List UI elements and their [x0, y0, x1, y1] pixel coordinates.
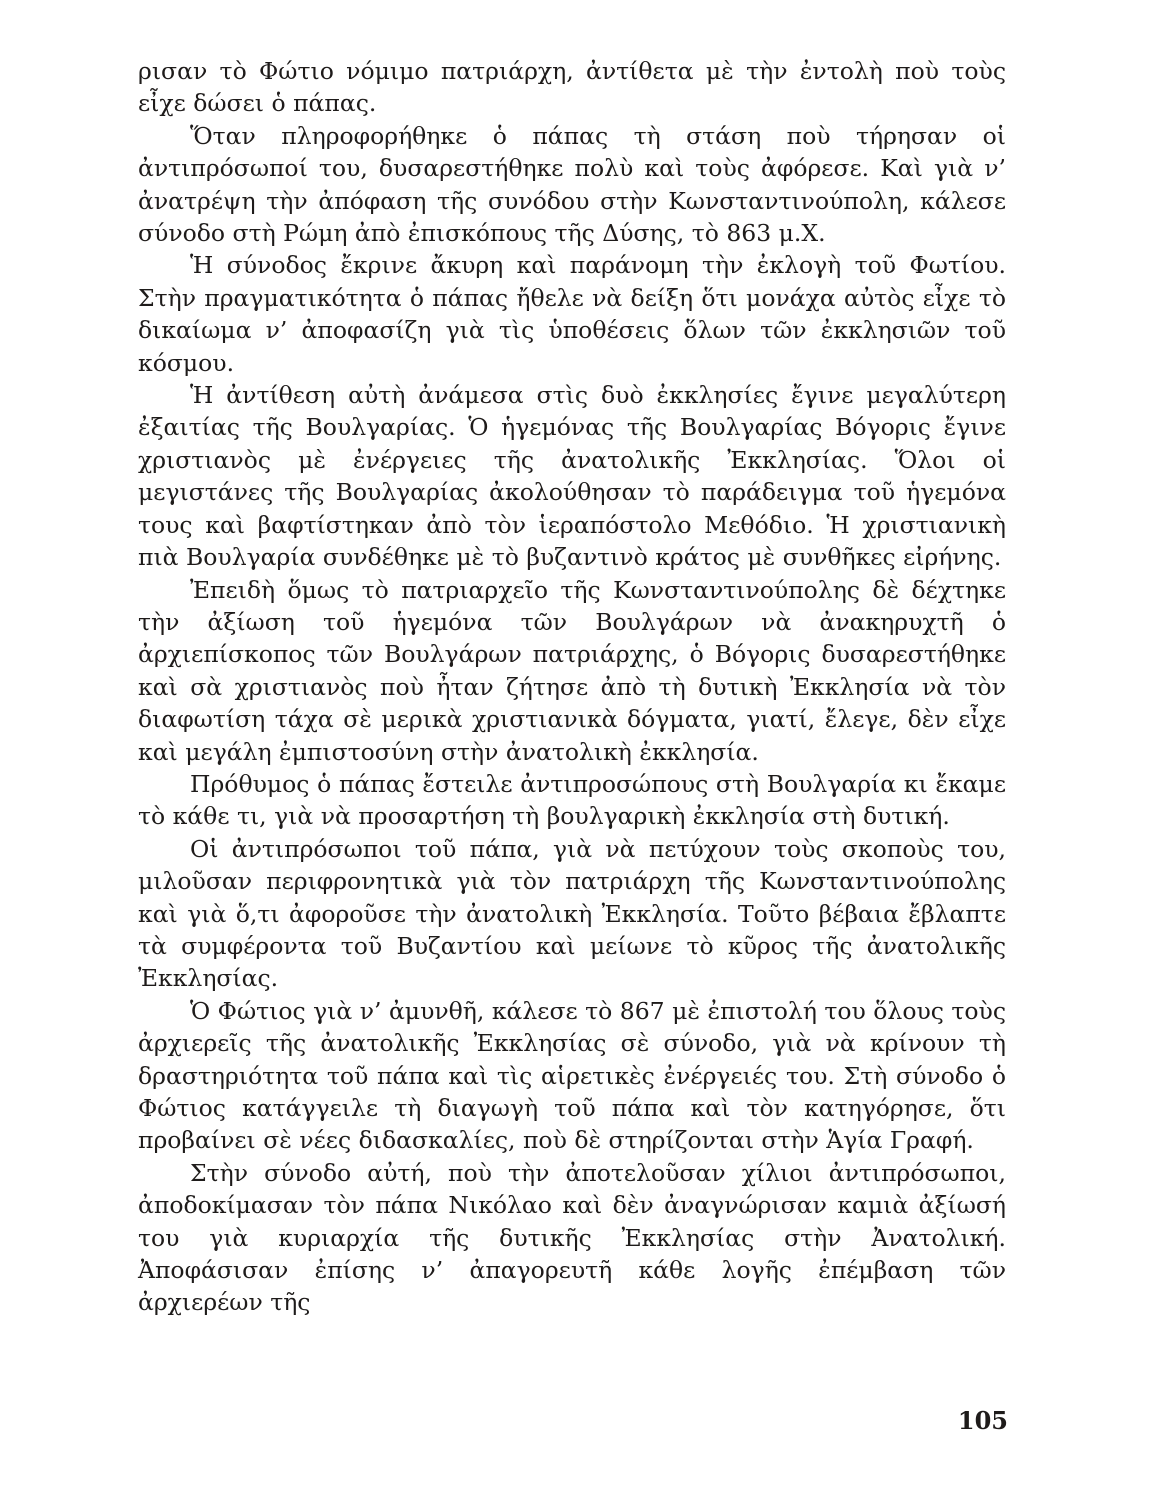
paragraph: Στὴν σύνοδο αὐτή, ποὺ τὴν ἀποτελοῦσαν χίλιοι ἀντιπρόσωποι, ἀποδοκίμασαν τὸν πάπα Νικόλαο καὶ δὲν ἀναγνώρισαν καμιὰ ἀξίωσή του γιὰ κυριαρχία τῆς δυτικῆς Ἐκκλησίας στὴν Ἀνατολική. Ἀποφάσισαν ἐπίσης ν’ ἀπαγορευτῆ κάθε λογῆς ἐπέμβαση τῶν ἀρχιερέων τῆς — [138, 1158, 1006, 1317]
paragraph: Ἐπειδὴ ὅμως τὸ πατριαρχεῖο τῆς Κωνσταντινούπολης δὲ δέχτηκε τὴν ἀξίωση τοῦ ἡγεμόνα τῶν Βουλγάρων νὰ ἀνακηρυχτῆ ὁ ἀρχιεπίσκοπος τῶν Βουλγάρων πατριάρχης, ὁ Βόγορις δυσαρεστήθηκε καὶ σὰ χριστιανὸς ποὺ ἦταν ζήτησε ἀπὸ τὴ δυτικὴ Ἐκκλησία νὰ τὸν διαφωτίση τάχα σὲ μερικὰ χριστιανικὰ δόγματα, γιατί, ἔλεγε, δὲν εἶχε καὶ μεγάλη ἐμπιστοσύνη στὴν ἀνατολικὴ ἐκκλησία. — [138, 575, 1006, 766]
paragraph: ρισαν τὸ Φώτιο νόμιμο πατριάρχη, ἀντίθετα μὲ τὴν ἐντολὴ ποὺ τοὺς εἶχε δώσει ὁ πάπας. — [138, 57, 1006, 118]
body-text — [138, 55, 1006, 1319]
paragraph: Πρόθυμος ὁ πάπας ἔστειλε ἀντιπροσώπους στὴ Βουλγαρία κι ἔκαμε τὸ κάθε τι, γιὰ νὰ προσαρτήση τὴ βουλγαρικὴ ἐκκλησία στὴ δυτική. — [138, 769, 1006, 831]
paragraph: Ἡ ἀντίθεση αὐτὴ ἀνάμεσα στὶς δυὸ ἐκκλησίες ἔγινε μεγαλύτερη ἐξαιτίας τῆς Βουλγαρίας. Ὁ ἡγεμόνας τῆς Βουλγαρίας Βόγορις ἔγινε χριστιανὸς μὲ ἐνέργειες τῆς ἀνατολικῆς Ἐκκλησίας. Ὅλοι οἱ μεγιστάνες τῆς Βουλγαρίας ἀκολούθησαν τὸ παράδειγμα τοῦ ἡγεμόνα τους καὶ βαφτίστηκαν ἀπὸ τὸν ἱεραπόστολο Μεθόδιο. Ἡ χριστιανικὴ πιὰ Βουλγαρία συνδέθηκε μὲ τὸ βυζαντινὸ κράτος μὲ συνθῆκες εἰρήνης. — [138, 381, 1006, 572]
paragraph: Ὅταν πληροφορήθηκε ὁ πάπας τὴ στάση ποὺ τήρησαν οἱ ἀντιπρόσωποί του, δυσαρεστήθηκε πολὺ καὶ τοὺς ἀφόρεσε. Καὶ γιὰ ν’ ἀνατρέψη τὴν ἀπόφαση τῆς συνόδου στὴν Κωνσταντινούπολη, κάλεσε σύνοδο στὴ Ρώμη ἀπὸ ἐπισκόπους τῆς Δύσης, τὸ 863 μ.Χ. — [138, 121, 1006, 248]
paragraph: Ἡ σύνοδος ἔκρινε ἄκυρη καὶ παράνομη τὴν ἐκλογὴ τοῦ Φωτίου. Στὴν πραγματικότητα ὁ πάπας ἤθελε νὰ δείξη ὅτι μονάχα αὐτὸς εἶχε τὸ δικαίωμα ν’ ἀποφασίζη γιὰ τὶς ὑποθέσεις ὅλων τῶν ἐκκλησιῶν τοῦ κόσμου. — [138, 251, 1006, 377]
page-number: 105 — [957, 1406, 1008, 1435]
paragraph: Ὁ Φώτιος γιὰ ν’ ἀμυνθῆ, κάλεσε τὸ 867 μὲ ἐπιστολή του ὅλους τοὺς ἀρχιερεῖς τῆς ἀνατολικῆς Ἐκκλησίας σὲ σύνοδο, γιὰ νὰ κρίνουν τὴ δραστηριότητα τοῦ πάπα καὶ τὶς αἱρετικὲς ἐνέργειές του. Στὴ σύνοδο ὁ Φώτιος κατάγγειλε τὴ διαγωγὴ τοῦ πάπα καὶ τὸν κατηγόρησε, ὅτι προβαίνει σὲ νέες διδασκαλίες, ποὺ δὲ στηρίζονται στὴν Ἁγία Γραφή. — [138, 996, 1006, 1155]
paragraph: Οἱ ἀντιπρόσωποι τοῦ πάπα, γιὰ νὰ πετύχουν τοὺς σκοποὺς του, μιλοῦσαν περιφρονητικὰ γιὰ τὸν πατριάρχη τῆς Κωνσταντινούπολης καὶ γιὰ ὅ,τι ἀφοροῦσε τὴν ἀνατολικὴ Ἐκκλησία. Τοῦτο βέβαια ἔβλαπτε τὰ συμφέροντα τοῦ Βυζαντίου καὶ μείωνε τὸ κῦρος τῆς ἀνατολικῆς Ἐκκλησίας. — [138, 834, 1006, 993]
